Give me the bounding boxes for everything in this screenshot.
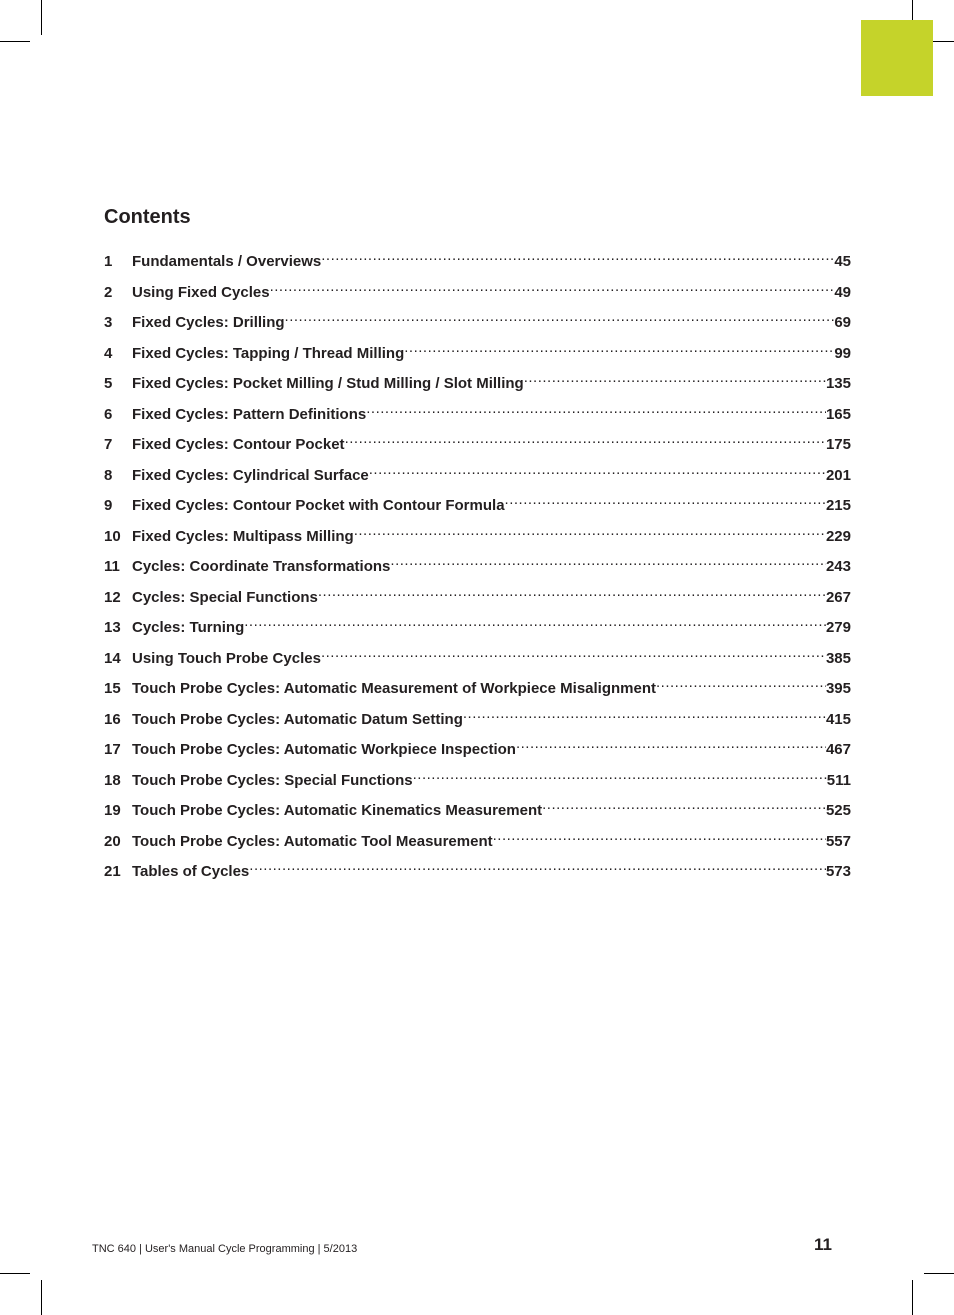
toc-entry-page: 511 bbox=[826, 771, 851, 789]
toc-entry-title: Fixed Cycles: Tapping / Thread Milling bbox=[132, 344, 405, 362]
toc-entry[interactable] bbox=[104, 673, 851, 704]
toc-entry-title: Touch Probe Cycles: Automatic Kinematics Measurement bbox=[132, 802, 543, 819]
toc-entry[interactable] bbox=[104, 277, 851, 308]
toc-entry-leader-dots bbox=[505, 490, 826, 510]
toc-entry[interactable] bbox=[104, 826, 851, 857]
toc-entry-leader-dots bbox=[321, 643, 826, 663]
toc-entry[interactable] bbox=[104, 399, 851, 430]
toc-list bbox=[104, 246, 851, 887]
toc-entry[interactable] bbox=[104, 856, 851, 887]
toc-entry-number: 14 bbox=[104, 649, 121, 667]
toc-entry-number: 10 bbox=[104, 527, 121, 545]
toc-entry-page: 415 bbox=[825, 710, 851, 728]
toc-entry-title: Touch Probe Cycles: Automatic Datum Setting bbox=[132, 710, 463, 728]
toc-entry-page: 215 bbox=[825, 497, 851, 514]
contents-heading: Contents bbox=[104, 206, 191, 228]
toc-entry-number: 9 bbox=[104, 497, 113, 514]
toc-entry[interactable] bbox=[104, 551, 851, 582]
toc-entry-leader-dots bbox=[249, 856, 826, 876]
footer-page-number: 11 bbox=[814, 1235, 832, 1254]
crop-mark-bottom-left-horizontal bbox=[0, 1273, 30, 1274]
toc-entry[interactable] bbox=[104, 734, 851, 765]
toc-entry-leader-dots bbox=[369, 460, 826, 480]
toc-entry-number: 6 bbox=[104, 405, 113, 423]
toc-entry-title: Cycles: Special Functions bbox=[132, 588, 318, 606]
toc-entry-leader-dots bbox=[404, 338, 834, 358]
toc-entry-number: 15 bbox=[104, 680, 121, 697]
toc-entry[interactable] bbox=[104, 368, 851, 399]
toc-entry-leader-dots bbox=[244, 612, 826, 632]
toc-entry-number: 11 bbox=[104, 558, 120, 575]
toc-entry-page: 175 bbox=[825, 436, 851, 453]
toc-entry-page: 99 bbox=[834, 344, 851, 362]
toc-entry-title: Touch Probe Cycles: Automatic Measurement of Workpiece Misalignment bbox=[132, 680, 656, 697]
chapter-thumb-tab bbox=[861, 20, 933, 96]
toc-entry[interactable] bbox=[104, 338, 851, 369]
toc-entry[interactable] bbox=[104, 490, 851, 521]
toc-entry-leader-dots bbox=[524, 368, 826, 388]
toc-entry-title: Fixed Cycles: Pocket Milling / Stud Milling / Slot Milling bbox=[132, 375, 524, 392]
toc-entry[interactable] bbox=[104, 704, 851, 735]
toc-entry-leader-dots bbox=[493, 826, 826, 846]
toc-entry-leader-dots bbox=[656, 673, 826, 693]
toc-entry-leader-dots bbox=[390, 551, 826, 571]
toc-entry-title: Tables of Cycles bbox=[132, 863, 250, 880]
toc-entry-number: 5 bbox=[104, 375, 113, 392]
toc-entry[interactable] bbox=[104, 582, 851, 613]
toc-entry-number: 20 bbox=[104, 832, 121, 850]
toc-entry[interactable] bbox=[104, 643, 851, 674]
toc-entry[interactable] bbox=[104, 612, 851, 643]
toc-entry-leader-dots bbox=[463, 704, 826, 724]
toc-entry-title: Touch Probe Cycles: Automatic Workpiece Inspection bbox=[132, 741, 516, 758]
toc-entry-page: 229 bbox=[825, 527, 851, 545]
toc-entry-number: 8 bbox=[104, 466, 113, 484]
toc-entry-title: Fundamentals / Overviews bbox=[132, 253, 322, 270]
toc-entry-page: 243 bbox=[825, 558, 851, 575]
footer-manual-title: TNC 640 | User's Manual Cycle Programming | 5/2013 bbox=[92, 1243, 358, 1255]
toc-entry[interactable] bbox=[104, 429, 851, 460]
crop-mark-top-left-horizontal bbox=[0, 41, 30, 42]
toc-entry-leader-dots bbox=[321, 246, 834, 266]
toc-entry-title: Cycles: Coordinate Transformations bbox=[132, 558, 391, 575]
toc-entry-number: 7 bbox=[104, 436, 113, 453]
toc-entry[interactable] bbox=[104, 795, 851, 826]
toc-entry-page: 573 bbox=[825, 863, 851, 880]
toc-entry-title: Fixed Cycles: Contour Pocket with Contour Formula bbox=[132, 497, 505, 514]
toc-entry-number: 4 bbox=[104, 344, 113, 362]
toc-entry-title: Touch Probe Cycles: Automatic Tool Measurement bbox=[132, 832, 493, 850]
toc-entry[interactable] bbox=[104, 307, 851, 338]
toc-entry-leader-dots bbox=[366, 399, 826, 419]
toc-entry-title: Fixed Cycles: Cylindrical Surface bbox=[132, 466, 369, 484]
toc-entry-leader-dots bbox=[354, 521, 826, 541]
toc-entry-number: 16 bbox=[104, 710, 121, 728]
toc-entry-title: Fixed Cycles: Multipass Milling bbox=[132, 527, 354, 545]
toc-entry-leader-dots bbox=[318, 582, 826, 602]
toc-entry[interactable] bbox=[104, 460, 851, 491]
toc-entry-leader-dots bbox=[270, 277, 835, 297]
toc-entry-title: Using Touch Probe Cycles bbox=[132, 649, 321, 667]
toc-entry-number: 3 bbox=[104, 314, 113, 331]
toc-entry-number: 2 bbox=[104, 283, 113, 301]
toc-entry-page: 525 bbox=[825, 802, 851, 819]
toc-entry-page: 165 bbox=[825, 405, 851, 423]
toc-entry-number: 1 bbox=[104, 253, 113, 270]
toc-entry-page: 467 bbox=[825, 741, 851, 758]
toc-entry-page: 69 bbox=[834, 314, 851, 331]
toc-entry[interactable] bbox=[104, 521, 851, 552]
toc-entry-page: 45 bbox=[834, 253, 851, 270]
toc-entry-title: Fixed Cycles: Drilling bbox=[132, 314, 285, 331]
toc-entry-leader-dots bbox=[285, 307, 835, 327]
toc-entry-page: 557 bbox=[825, 832, 851, 850]
toc-entry-number: 19 bbox=[104, 802, 121, 819]
crop-mark-top-left-vertical bbox=[41, 0, 42, 35]
toc-entry-leader-dots bbox=[413, 765, 827, 785]
toc-entry-title: Fixed Cycles: Pattern Definitions bbox=[132, 405, 367, 423]
toc-entry-page: 395 bbox=[825, 680, 851, 697]
toc-entry-page: 279 bbox=[825, 619, 851, 636]
toc-entry-title: Touch Probe Cycles: Special Functions bbox=[132, 771, 413, 789]
toc-entry-leader-dots bbox=[542, 795, 826, 815]
toc-entry-number: 21 bbox=[104, 863, 121, 880]
toc-entry-page: 49 bbox=[834, 283, 851, 301]
crop-mark-bottom-right-vertical bbox=[912, 1280, 913, 1315]
toc-entry-title: Fixed Cycles: Contour Pocket bbox=[132, 436, 345, 453]
toc-entry-title: Using Fixed Cycles bbox=[132, 283, 270, 301]
toc-entry[interactable] bbox=[104, 246, 851, 277]
toc-entry[interactable] bbox=[104, 765, 851, 796]
toc-entry-page: 385 bbox=[825, 649, 851, 667]
toc-entry-page: 201 bbox=[825, 466, 851, 484]
toc-entry-page: 135 bbox=[825, 375, 851, 392]
toc-entry-title: Cycles: Turning bbox=[132, 619, 245, 636]
toc-entry-number: 12 bbox=[104, 588, 121, 606]
toc-entry-leader-dots bbox=[516, 734, 826, 754]
crop-mark-bottom-right-horizontal bbox=[924, 1273, 954, 1274]
toc-entry-page: 267 bbox=[825, 588, 851, 606]
toc-entry-leader-dots bbox=[345, 429, 826, 449]
crop-mark-bottom-left-vertical bbox=[41, 1280, 42, 1315]
table-of-contents bbox=[104, 204, 851, 887]
toc-entry-number: 17 bbox=[104, 741, 121, 758]
toc-entry-number: 13 bbox=[104, 619, 121, 636]
toc-entry-number: 18 bbox=[104, 771, 121, 789]
